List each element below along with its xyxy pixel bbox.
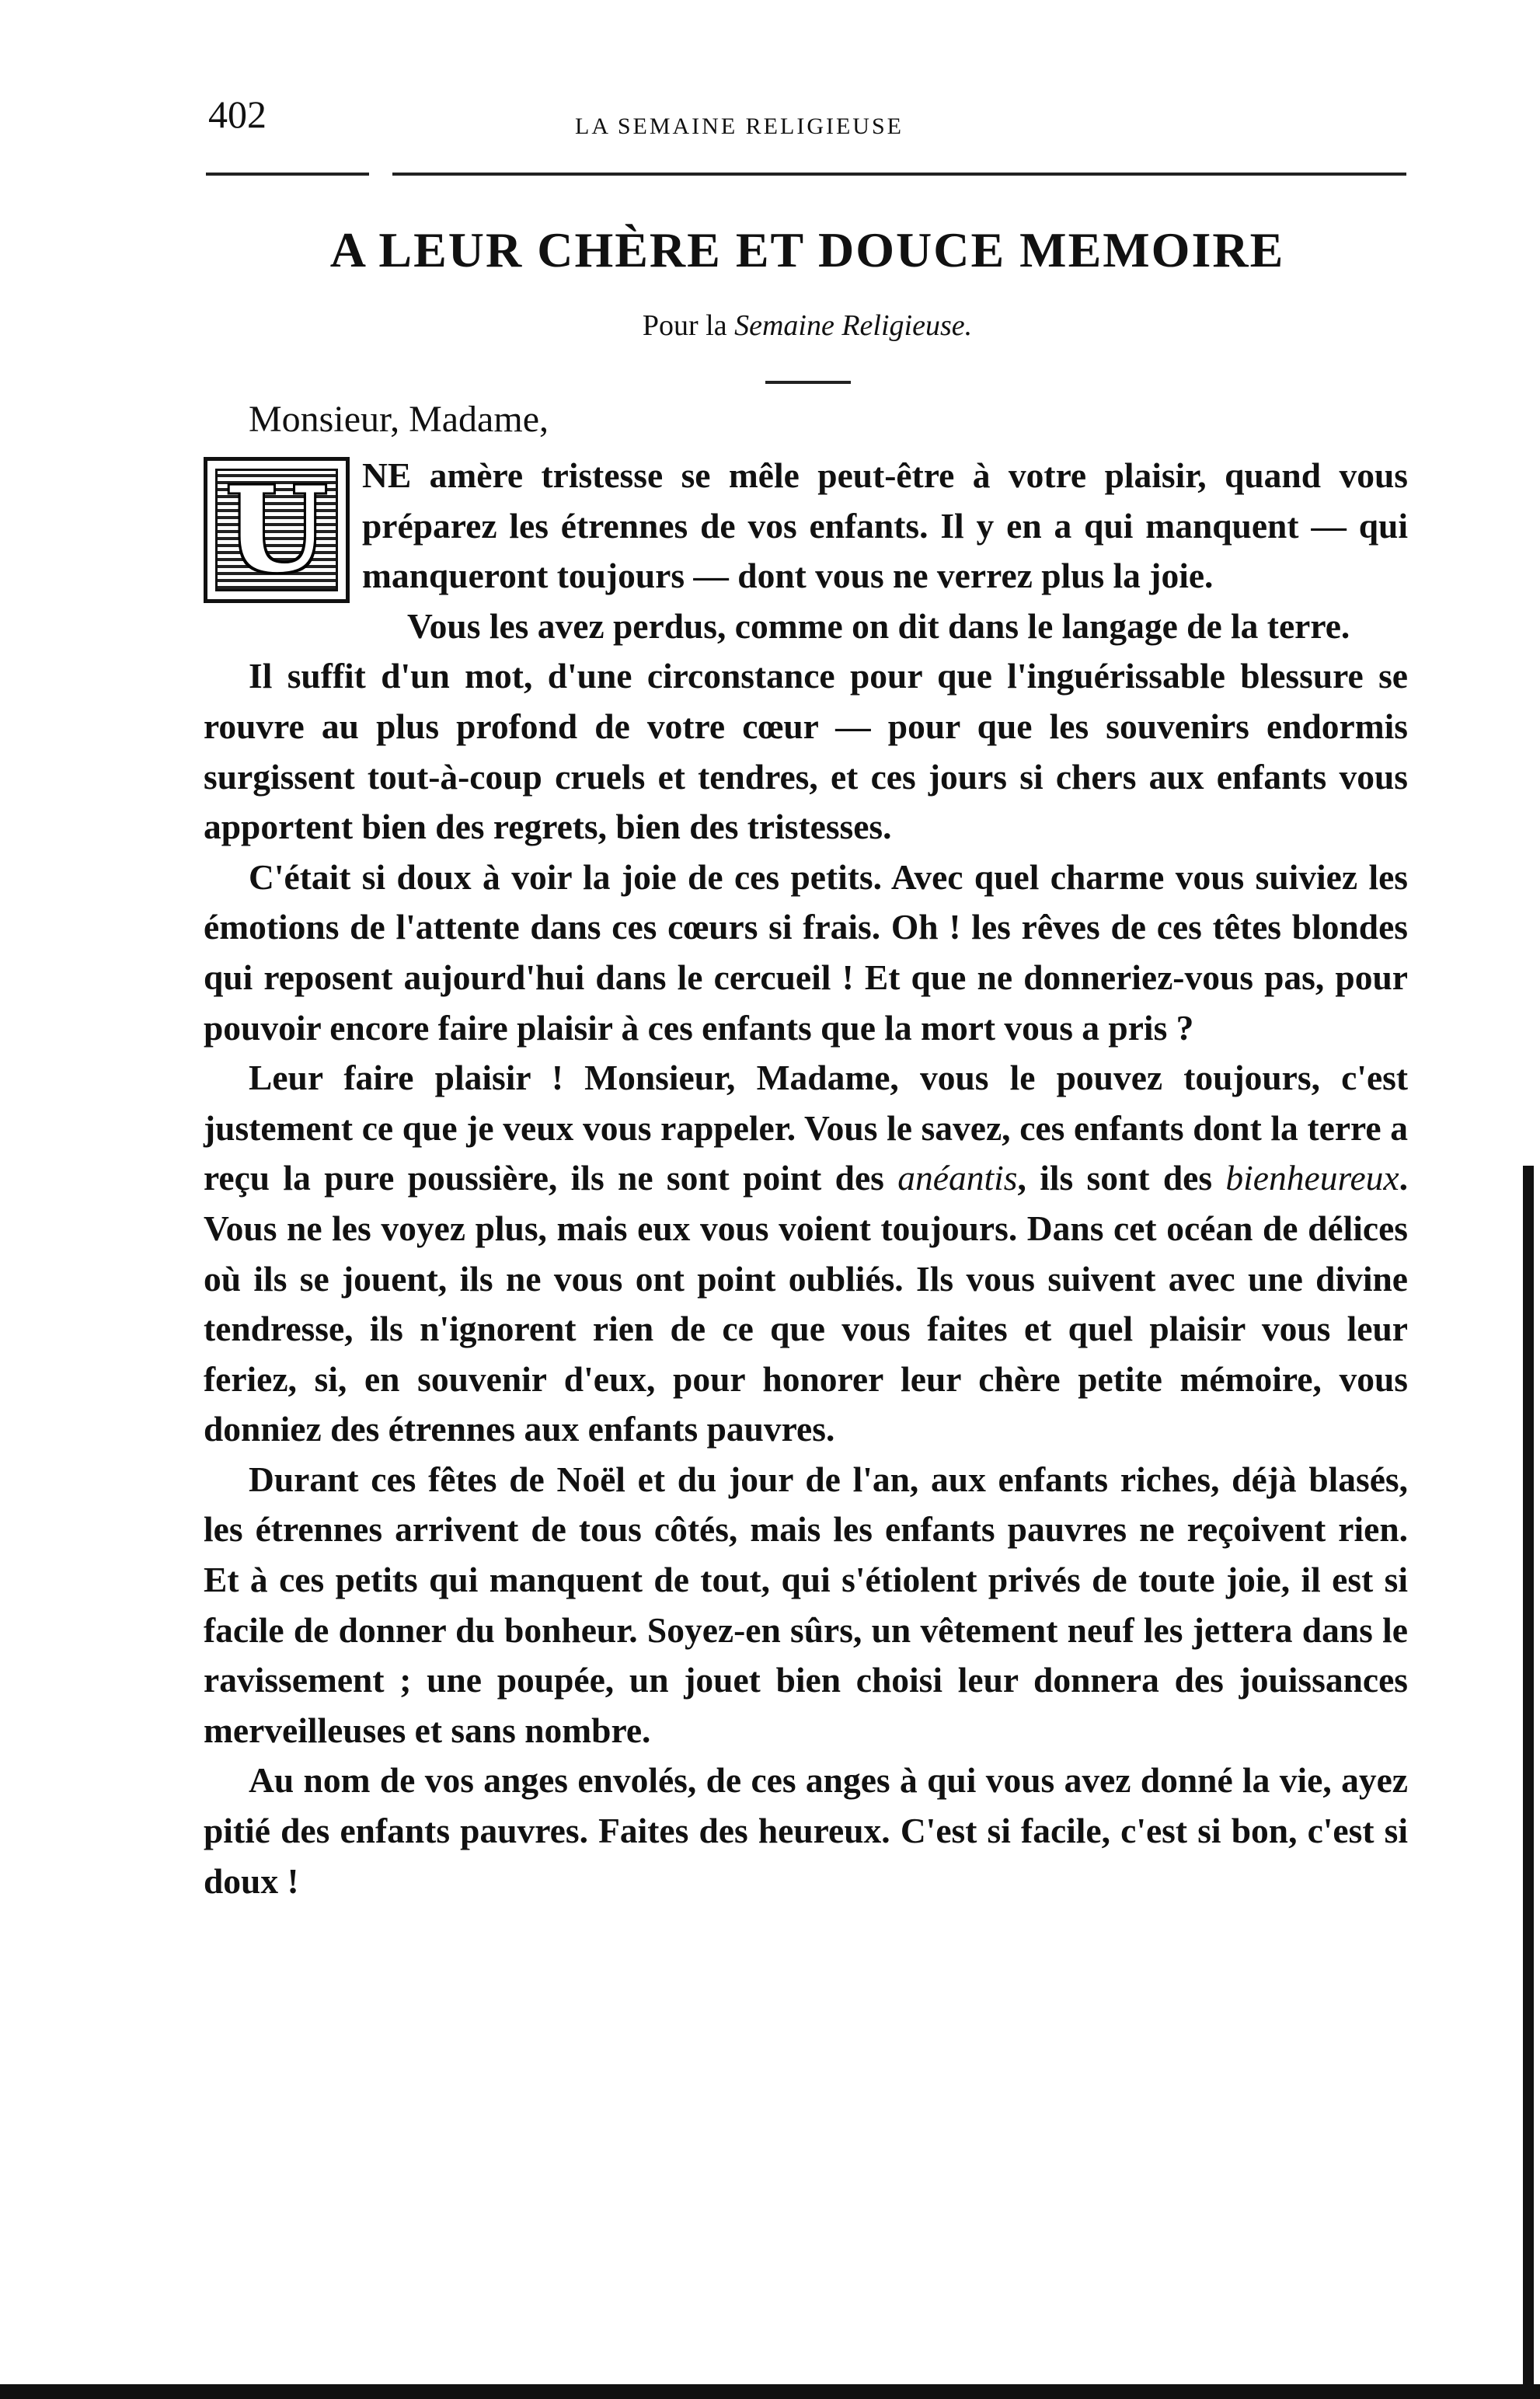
- paragraph-5-text-b: , ils sont des: [1017, 1158, 1226, 1198]
- paragraph-1: [204, 451, 1408, 601]
- dropcap-letter: U: [225, 462, 328, 598]
- paragraph-5: [204, 1053, 1408, 1455]
- paragraph-7: Au nom de vos anges envolés, de ces anges à qui vous avez donné la vie, ayez pitié des enfants pauvres. Faites des heureux. C'est si facile, c'est si bon, c'est si doux !: [204, 1760, 1408, 1901]
- paragraph-5-text-c: . Vous ne les voyez plus, mais eux vous voient toujours. Dans cet océan de délices où ils se jouent, ils ne vous ont point oubliés. Ils vous suivent avec une divine tendresse, ils n'ignorent rien de ce que vous faites et quel plaisir vous leur feriez, si, en souvenir d'eux, pour honorer leur chère petite mémoire, vous donniez des étrennes aux enfants pauvres.: [204, 1158, 1408, 1449]
- title-rule: [765, 381, 851, 384]
- article-title: A LEUR CHÈRE ET DOUCE MEMOIRE: [329, 222, 1285, 277]
- paragraph-1-text: NE amère tristesse se mêle peut-être à votre plaisir, quand vous préparez les étrennes de vos enfants. Il y en a qui manquent — qui manqueront toujours — dont vous ne verrez plus la joie.: [362, 455, 1408, 596]
- paragraph-2: Vous les avez perdus, comme on dit dans le langage de la terre.: [407, 605, 1350, 646]
- article-body: [204, 451, 1408, 1906]
- paragraph-4: C'était si doux à voir la joie de ces petits. Avec quel charme vous suiviez les émotions de l'attente dans ces cœurs si frais. Oh ! les rêves de ces têtes blondes qui reposent aujourd'hui dans le cercueil ! Et que ne donneriez-vous pas, pour pouvoir encore faire plaisir à ces enfants que la mort vous a pris ?: [204, 856, 1408, 1048]
- article-subtitle: [208, 311, 1406, 340]
- paragraph-5-italic-1: anéantis: [897, 1158, 1018, 1198]
- page-number: 402: [208, 92, 267, 136]
- paragraph-6: Durant ces fêtes de Noël et du jour de l'an, aux enfants riches, déjà blasés, les étrennes arrivent de tous côtés, mais les enfants pauvres ne reçoivent rien. Et à ces petits qui manquent de tout, qui s'étiolent privés de toute joie, il est si facile de donner du bonheur. Soyez-en sûrs, un vêtement neuf les jettera dans le ravissement ; une poupée, un jouet bien choisi leur donnera des jouissances merveilleuses et sans nombre.: [204, 1459, 1408, 1750]
- paragraph-5-text-a: Leur faire plaisir ! Monsieur, Madame, vous le pouvez toujours, c'est justement ce que je veux vous rappeler. Vous le savez, ces enfants dont la terre a reçu la pure poussière, ils ne sont point des: [204, 1058, 1408, 1198]
- subtitle-prefix: Pour la: [642, 309, 735, 342]
- header-rule-left: [206, 173, 369, 176]
- scan-edge-bottom: [0, 2384, 1540, 2399]
- running-title: LA SEMAINE RELIGIEUSE: [575, 113, 904, 139]
- subtitle-publication: Semaine Religieuse.: [734, 309, 973, 342]
- paragraph-3: Il suffit d'un mot, d'une circonstance pour que l'inguérissable blessure se rouvre au plus profond de votre cœur — pour que les souvenirs endormis surgissent tout-à-coup cruels et tendres, et ces jours si chers aux enfants vous apportent bien des regrets, bien des tristesses.: [204, 656, 1408, 847]
- header-rule-right: [392, 173, 1406, 176]
- salutation: Monsieur, Madame,: [249, 399, 549, 440]
- scan-edge-right: [1523, 1166, 1534, 2399]
- paragraph-5-italic-2: bienheureux: [1225, 1158, 1399, 1198]
- ornate-dropcap-icon: [204, 457, 350, 603]
